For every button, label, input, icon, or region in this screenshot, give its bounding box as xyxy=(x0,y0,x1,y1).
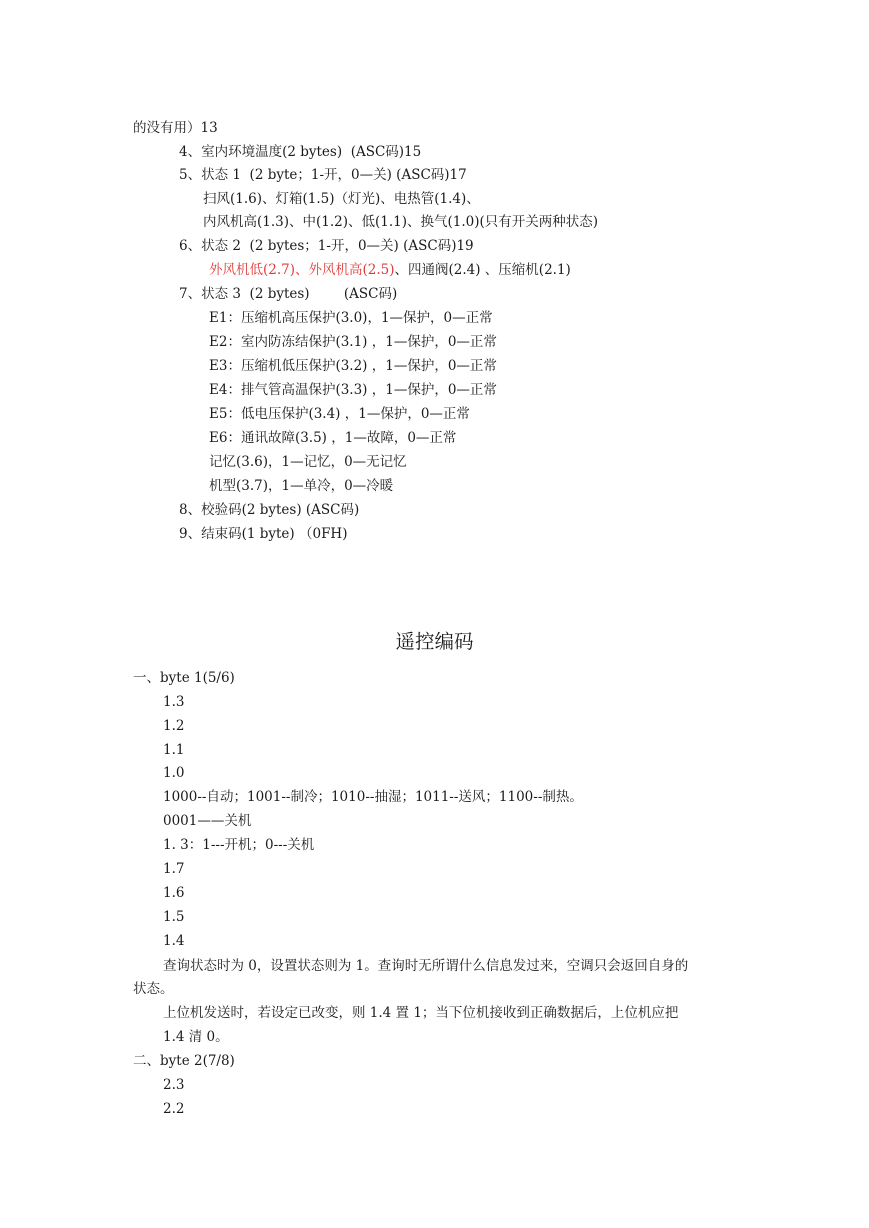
list-item-end-code: 9、结束码(1 byte) （0FH) xyxy=(179,526,348,542)
list-item: 2.3 xyxy=(163,1077,185,1093)
power-bit: 1. 3：1---开机；0---关机 xyxy=(163,837,315,853)
list-item: 1.2 xyxy=(163,718,185,734)
query-paragraph-cont: 状态。 xyxy=(133,981,174,997)
list-item-status1: 5、状态 1 (2 byte；1-开，0—关) (ASC码)17 xyxy=(179,167,467,183)
query-paragraph: 查询状态时为 0，设置状态则为 1。查询时无所谓什么信息发过来，空调只会返回自身的 xyxy=(163,958,689,974)
list-item: 1.6 xyxy=(163,885,185,901)
list-item-indoor-temp: 4、室内环境温度(2 bytes) (ASC码)15 xyxy=(179,144,422,160)
list-item-checksum: 8、校验码(2 bytes) (ASC码) xyxy=(179,502,360,518)
status2-outdoor-fan-highlight: 外风机低(2.7)、外风机高(2.5) xyxy=(209,262,395,278)
status2-detail xyxy=(209,261,571,279)
error-e4: E4：排气管高温保护(3.3) ，1—保护，0—正常 xyxy=(209,382,497,398)
list-item: 1.0 xyxy=(163,765,185,781)
error-e6: E6：通讯故障(3.5) ，1—故障，0—正常 xyxy=(209,430,457,446)
byte1-heading: 一、byte 1(5/6) xyxy=(133,670,235,686)
list-item: 1.1 xyxy=(163,742,185,758)
error-e2: E2：室内防冻结保护(3.1) ，1—保护，0—正常 xyxy=(209,334,497,350)
section-title-remote-encoding: 遥控编码 xyxy=(395,630,474,653)
host-paragraph-cont: 1.4 清 0。 xyxy=(163,1029,229,1045)
error-e1: E1：压缩机高压保护(3.0)，1—保护，0—正常 xyxy=(209,310,493,326)
list-item: 1.3 xyxy=(163,694,185,710)
byte2-heading: 二、byte 2(7/8) xyxy=(133,1053,235,1069)
mode-codes: 1000--自动；1001--制冷；1010--抽湿；1011--送风；1100--制热。 xyxy=(163,789,583,805)
list-item: 1.5 xyxy=(163,909,185,925)
error-e5: E5：低电压保护(3.4) ，1—保护，0—正常 xyxy=(209,406,470,422)
status1-detail-1: 扫风(1.6)、灯箱(1.5)（灯光)、电热管(1.4)、 xyxy=(203,191,480,207)
error-e3: E3：压缩机低压保护(3.2) ，1—保护，0—正常 xyxy=(209,358,497,374)
text-line: 的没有用）13 xyxy=(133,120,218,136)
model-flag: 机型(3.7)，1—单冷，0—冷暖 xyxy=(209,478,394,494)
host-paragraph: 上位机发送时，若设定已改变，则 1.4 置 1；当下位机接收到正确数据后，上位机应把 xyxy=(163,1005,679,1021)
status1-detail-2: 内风机高(1.3)、中(1.2)、低(1.1)、换气(1.0)(只有开关两种状态) xyxy=(203,214,599,230)
list-item: 1.4 xyxy=(163,933,185,949)
list-item: 1.7 xyxy=(163,861,185,877)
list-item: 2.2 xyxy=(163,1101,185,1117)
list-item-status3: 7、状态 3 (2 bytes) (ASC码) xyxy=(179,286,398,302)
list-item-status2: 6、状态 2 (2 bytes；1-开，0—关) (ASC码)19 xyxy=(179,238,474,254)
memory-flag: 记忆(3.6)，1—记忆，0—无记忆 xyxy=(209,454,407,470)
status2-detail-rest: 、四通阀(2.4) 、压缩机(2.1) xyxy=(394,262,571,278)
shutdown-code: 0001——关机 xyxy=(163,813,252,829)
